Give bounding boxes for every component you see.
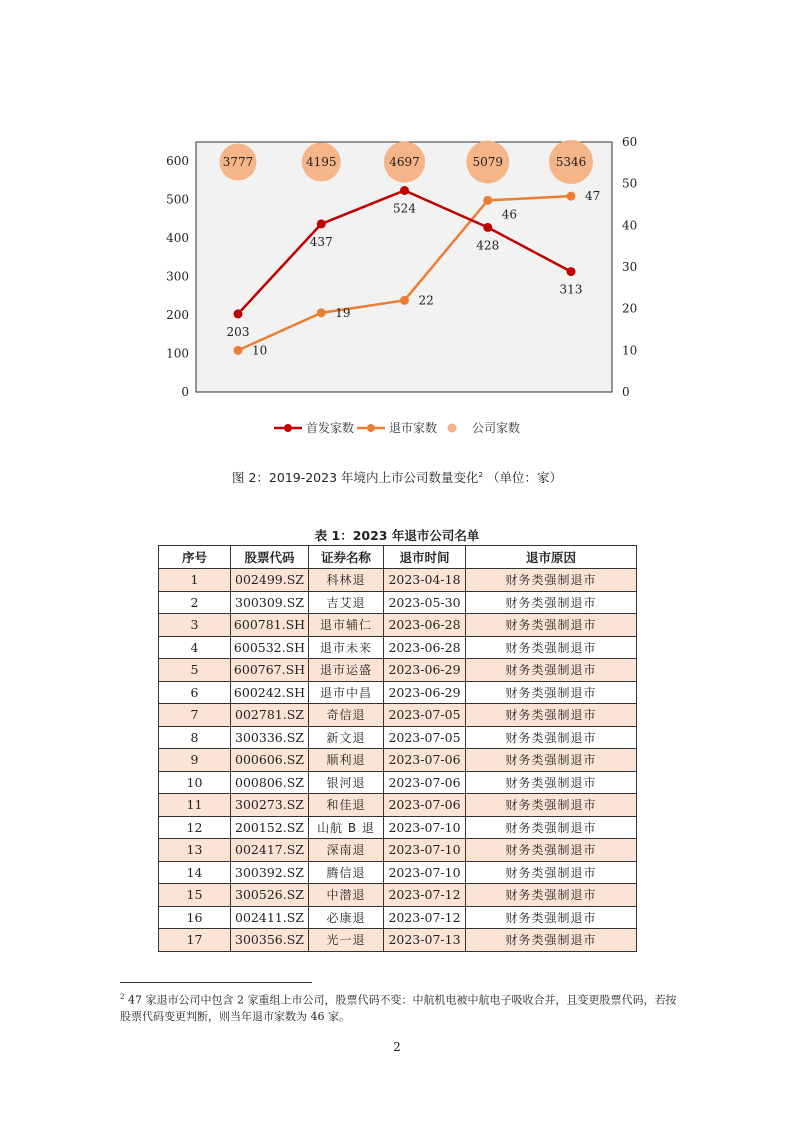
cell-code: 600767.SH	[231, 659, 309, 682]
column-header-reason: 退市原因	[466, 546, 637, 569]
table-row	[159, 929, 637, 952]
cell-date: 2023-07-06	[384, 749, 466, 772]
ipo-point	[317, 219, 326, 228]
cell-index: 6	[159, 681, 231, 704]
cell-reason: 财务类强制退市	[466, 816, 637, 839]
table-row	[159, 659, 637, 682]
cell-index: 1	[159, 569, 231, 592]
cell-date: 2023-04-18	[384, 569, 466, 592]
y-left-tick-label: 300	[166, 269, 189, 284]
cell-code: 000606.SZ	[231, 749, 309, 772]
cell-name: 腾信退	[309, 861, 384, 884]
y-left-tick-label: 500	[166, 192, 189, 207]
footnote-marker: 2	[120, 993, 125, 1001]
cell-name: 退市辅仁	[309, 614, 384, 637]
legend-marker-companies	[448, 424, 457, 433]
cell-code: 600242.SH	[231, 681, 309, 704]
y-right-tick-label: 20	[622, 301, 638, 316]
cell-index: 9	[159, 749, 231, 772]
figure-caption-unit: （单位：家）	[486, 470, 562, 485]
cell-reason: 财务类强制退市	[466, 569, 637, 592]
cell-reason: 财务类强制退市	[466, 749, 637, 772]
y-right-tick-label: 0	[622, 385, 630, 399]
cell-code: 002417.SZ	[231, 839, 309, 862]
table-row	[159, 861, 637, 884]
cell-index: 12	[159, 816, 231, 839]
ipo-data-label: 524	[393, 201, 416, 216]
cell-date: 2023-07-12	[384, 906, 466, 929]
table-row	[159, 681, 637, 704]
cell-code: 600781.SH	[231, 614, 309, 637]
figure-caption	[0, 468, 794, 486]
delisted-data-label: 47	[585, 189, 601, 204]
y-left-tick-label: 600	[166, 154, 189, 169]
cell-date: 2023-05-30	[384, 591, 466, 614]
cell-name: 退市未来	[309, 636, 384, 659]
cell-index: 8	[159, 726, 231, 749]
cell-name: 退市中昌	[309, 681, 384, 704]
delisted-point	[483, 196, 492, 205]
bubble-label: 4195	[305, 155, 337, 169]
legend-marker-ipo	[284, 424, 292, 432]
figure-caption-text: 图 2：2019-2023 年境内上市公司数量变化	[231, 470, 479, 485]
table-title: 表 1：2023 年退市公司名单	[314, 528, 480, 543]
cell-code: 002499.SZ	[231, 569, 309, 592]
cell-index: 4	[159, 636, 231, 659]
bubble-label: 4697	[389, 155, 420, 169]
cell-date: 2023-06-28	[384, 636, 466, 659]
cell-name: 奇信退	[309, 704, 384, 727]
y-right-tick-label: 30	[622, 260, 638, 274]
cell-name: 退市运盛	[309, 659, 384, 682]
cell-reason: 财务类强制退市	[466, 794, 637, 817]
delisted-point	[317, 308, 326, 317]
table-row	[159, 771, 637, 794]
delisted-data-label: 22	[418, 293, 434, 308]
cell-date: 2023-07-05	[384, 704, 466, 727]
column-header-name: 证券名称	[309, 546, 384, 569]
table-row	[159, 749, 637, 772]
cell-index: 3	[159, 614, 231, 637]
cell-index: 2	[159, 591, 231, 614]
table-row	[159, 816, 637, 839]
cell-index: 14	[159, 861, 231, 884]
cell-date: 2023-07-10	[384, 816, 466, 839]
cell-reason: 财务类强制退市	[466, 614, 637, 637]
page-number: 2	[393, 1040, 401, 1054]
cell-reason: 财务类强制退市	[466, 839, 637, 862]
delisted-point	[400, 296, 409, 305]
bubble-label: 5079	[472, 155, 504, 169]
y-left-tick-label: 200	[166, 308, 189, 323]
y-right-tick-label: 50	[622, 176, 638, 191]
legend-label-companies: 公司家数	[472, 421, 521, 435]
table-row	[159, 794, 637, 817]
y-right-tick-label: 40	[622, 218, 638, 233]
cell-name: 山航 B 退	[309, 816, 384, 839]
delisted-point	[234, 346, 243, 355]
cell-date: 2023-06-28	[384, 614, 466, 637]
line-bubble-chart	[0, 0, 794, 460]
table-row	[159, 839, 637, 862]
ipo-data-label: 313	[559, 282, 583, 297]
delisted-data-label: 19	[335, 305, 351, 320]
cell-date: 2023-07-10	[384, 861, 466, 884]
cell-index: 11	[159, 794, 231, 817]
table-row	[159, 884, 637, 907]
cell-date: 2023-07-12	[384, 884, 466, 907]
cell-name: 科林退	[309, 569, 384, 592]
bubble-label: 5346	[555, 155, 587, 169]
table-row	[159, 591, 637, 614]
cell-name: 和佳退	[309, 794, 384, 817]
delisted-point	[567, 192, 576, 201]
table-row	[159, 636, 637, 659]
footnote-ref: 2	[478, 470, 483, 479]
ipo-point	[567, 267, 576, 276]
cell-date: 2023-07-05	[384, 726, 466, 749]
cell-reason: 财务类强制退市	[466, 659, 637, 682]
table-header-row	[159, 546, 637, 569]
cell-code: 002781.SZ	[231, 704, 309, 727]
ipo-point	[400, 186, 409, 195]
cell-name: 顺利退	[309, 749, 384, 772]
cell-name: 新文退	[309, 726, 384, 749]
cell-name: 光一退	[309, 929, 384, 952]
cell-reason: 财务类强制退市	[466, 591, 637, 614]
table-row	[159, 614, 637, 637]
footnote-divider	[120, 982, 312, 983]
delisted-companies-table	[158, 545, 637, 952]
table-row	[159, 569, 637, 592]
cell-code: 600532.SH	[231, 636, 309, 659]
cell-reason: 财务类强制退市	[466, 636, 637, 659]
cell-reason: 财务类强制退市	[466, 929, 637, 952]
y-left-tick-label: 100	[166, 346, 189, 361]
legend-marker-delisted	[367, 424, 375, 432]
cell-index: 15	[159, 884, 231, 907]
cell-code: 300273.SZ	[231, 794, 309, 817]
ipo-point	[483, 223, 492, 232]
delisted-data-label: 46	[501, 207, 518, 222]
column-header-code: 股票代码	[231, 546, 309, 569]
cell-index: 10	[159, 771, 231, 794]
cell-index: 16	[159, 906, 231, 929]
cell-date: 2023-07-06	[384, 771, 466, 794]
y-left-tick-label: 400	[166, 231, 189, 246]
cell-date: 2023-07-06	[384, 794, 466, 817]
cell-reason: 财务类强制退市	[466, 884, 637, 907]
cell-code: 300392.SZ	[231, 861, 309, 884]
cell-code: 300336.SZ	[231, 726, 309, 749]
y-right-tick-label: 10	[622, 343, 638, 358]
cell-reason: 财务类强制退市	[466, 906, 637, 929]
cell-reason: 财务类强制退市	[466, 681, 637, 704]
ipo-data-label: 437	[309, 234, 333, 249]
bubble-label: 3777	[222, 155, 254, 169]
cell-date: 2023-07-10	[384, 839, 466, 862]
table-row	[159, 704, 637, 727]
cell-code: 200152.SZ	[231, 816, 309, 839]
ipo-point	[234, 309, 243, 318]
table-row	[159, 906, 637, 929]
cell-reason: 财务类强制退市	[466, 704, 637, 727]
cell-name: 中潜退	[309, 884, 384, 907]
column-header-date: 退市时间	[384, 546, 466, 569]
cell-name: 银河退	[309, 771, 384, 794]
footnote-text: 47 家退市公司中包含 2 家重组上市公司，股票代码不变：中航机电被中航电子吸收合并，且变更股票代码，若按股票代码变更判断，则当年退市家数为 46 家。	[120, 993, 677, 1023]
cell-name: 必康退	[309, 906, 384, 929]
cell-code: 002411.SZ	[231, 906, 309, 929]
table-body	[159, 569, 637, 952]
legend-label-delisted: 退市家数	[389, 421, 438, 435]
cell-date: 2023-06-29	[384, 659, 466, 682]
cell-index: 17	[159, 929, 231, 952]
delisted-data-label: 10	[252, 343, 268, 358]
cell-reason: 财务类强制退市	[466, 771, 637, 794]
ipo-data-label: 428	[476, 238, 500, 253]
y-right-tick-label: 60	[622, 135, 638, 149]
cell-index: 7	[159, 704, 231, 727]
cell-code: 300356.SZ	[231, 929, 309, 952]
y-left-tick-label: 0	[181, 385, 189, 399]
cell-name: 吉艾退	[309, 591, 384, 614]
cell-code: 000806.SZ	[231, 771, 309, 794]
cell-code: 300526.SZ	[231, 884, 309, 907]
cell-index: 13	[159, 839, 231, 862]
cell-date: 2023-06-29	[384, 681, 466, 704]
cell-date: 2023-07-13	[384, 929, 466, 952]
cell-reason: 财务类强制退市	[466, 726, 637, 749]
cell-index: 5	[159, 659, 231, 682]
table-row	[159, 726, 637, 749]
column-header-index: 序号	[159, 546, 231, 569]
cell-code: 300309.SZ	[231, 591, 309, 614]
cell-reason: 财务类强制退市	[466, 861, 637, 884]
legend-label-ipo: 首发家数	[306, 421, 355, 435]
cell-name: 深南退	[309, 839, 384, 862]
ipo-data-label: 203	[226, 324, 250, 339]
footnote	[120, 989, 680, 1025]
